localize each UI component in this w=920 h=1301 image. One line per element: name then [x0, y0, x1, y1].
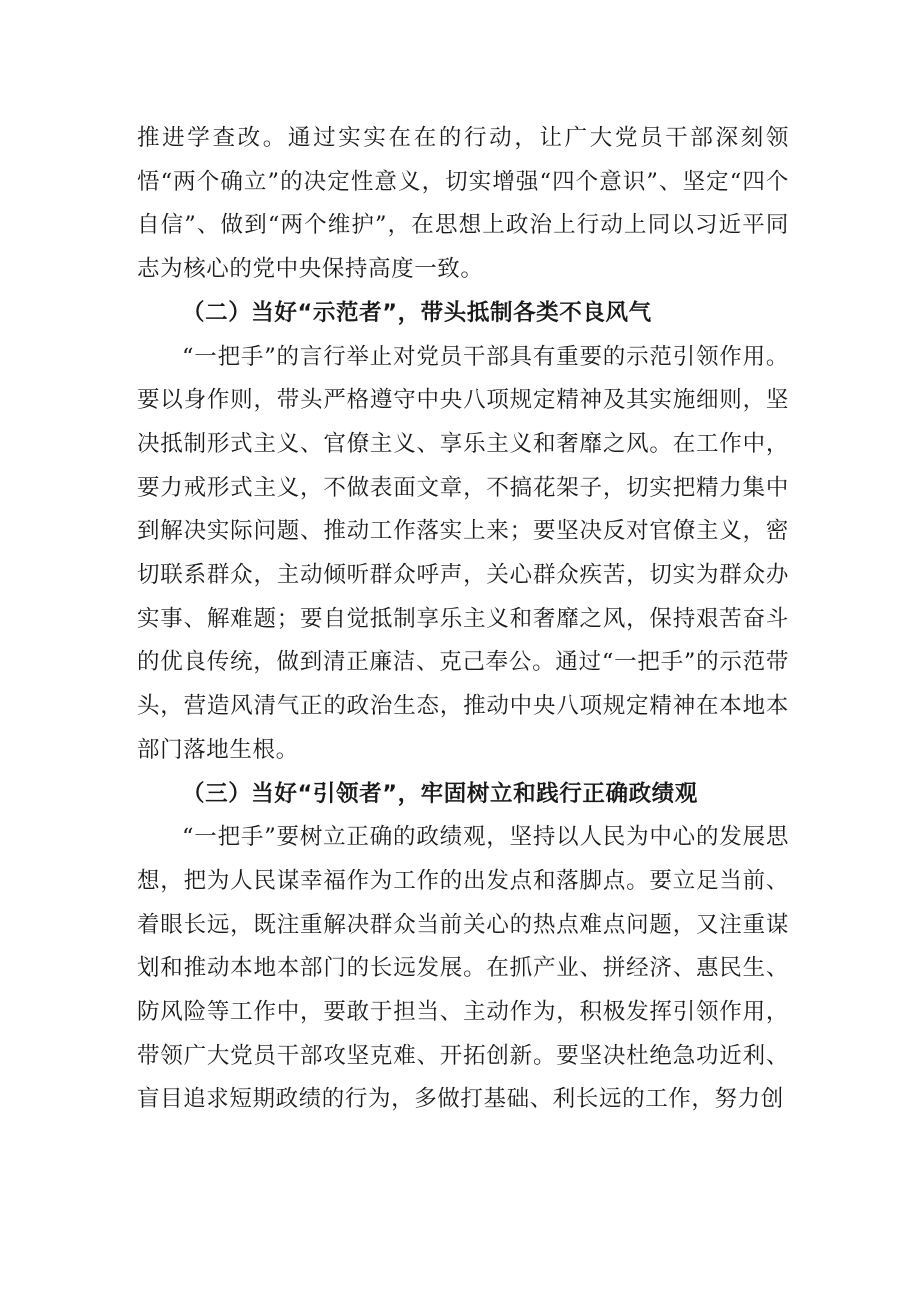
paragraph-exemplar: “一把手”的言行举止对党员干部具有重要的示范引领作用。要以身作则，带头严格遵守中央八项规定精神及其实施细则，坚决抵制形式主义、官僚主义、享乐主义和奢靡之风。在工作中，要力戒形式主义，不做表面文章，不搞花架子，切实把精力集中到解决实际问题、推动工作落实上来；要坚决反对官僚主义，密切联系群众，主动倾听群众呼声，关心群众疾苦，切实为群众办实事、解难题；要自觉抵制享乐主义和奢靡之风，保持艰苦奋斗的优良传统，做到清正廉洁、克己奉公。通过“一把手”的示范带头，营造风清气正的政治生态，推动中央八项规定精神在本地本部门落地生根。 [137, 343, 789, 763]
section-heading-3: （三）当好“引领者”，牢固树立和践行正确政绩观 [182, 780, 698, 807]
paragraph-continuation: 推进学查改。通过实实在在的行动，让广大党员干部深刻领悟“两个确立”的决定性意义，切实增强“四个意识”、坚定“四个自信”、做到“两个维护”，在思想上政治上行动上同以习近平同志为核心的党中央保持高度一致。 [137, 125, 789, 283]
document-body [137, 117, 789, 1122]
section-heading-2: （二）当好“示范者”，带头抵制各类不良风气 [182, 299, 652, 326]
paragraph-leader: “一把手”要树立正确的政绩观，坚持以人民为中心的发展思想，把为人民谋幸福作为工作的出发点和落脚点。要立足当前、着眼长远，既注重解决群众当前关心的热点难点问题，又注重谋划和推动本地本部门的长远发展。在抓产业、拼经济、惠民生、防风险等工作中，要敢于担当、主动作为，积极发挥引领作用，带领广大党员干部攻坚克难、开拓创新。要坚决杜绝急功近利、盲目追求短期政绩的行为，多做打基础、利长远的工作，努力创 [137, 824, 789, 1113]
